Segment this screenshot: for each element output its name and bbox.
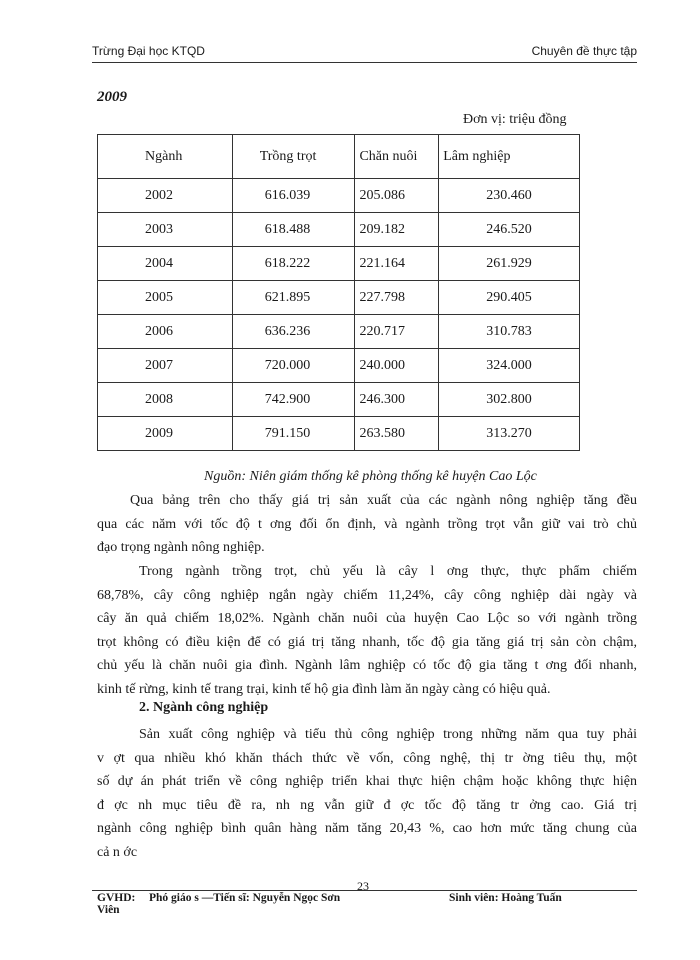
text-line: qua các năm với tốc độ t ơng đối ổn định, và ngành trồng trọt vẫn giữ vai trò chủ — [97, 516, 637, 532]
text-line: đ ợc nh mục tiêu đề ra, nh ng vẫn giữ đ ợc tốc độ tăng tr ởng cao. Giá trị — [97, 797, 637, 813]
table-cell: 290.405 — [439, 281, 580, 315]
table-cell: 246.520 — [439, 213, 580, 247]
table-cell: 227.798 — [355, 281, 439, 315]
section-heading: 2. Ngành công nghiệp — [139, 700, 269, 715]
text-line: cả n ớc — [97, 844, 138, 860]
table-cell: 220.717 — [355, 315, 439, 349]
table-cell: 616.039 — [232, 179, 355, 213]
text-line: 68,78%, cây công nghiệp ngắn ngày chiếm 11,24%, cây công nghiệp dài ngày và — [97, 587, 637, 603]
table-cell: 209.182 — [355, 213, 439, 247]
production-table — [97, 134, 580, 451]
table-row — [98, 213, 580, 247]
text-line: v ợt qua nhiều khó khăn thách thức về vốn, công nghệ, thị tr ờng tiêu thụ, một — [97, 750, 637, 766]
header-school: Trừng Đại học KTQD — [92, 44, 205, 58]
year-heading: 2009 — [97, 89, 127, 105]
table-cell: 618.488 — [232, 213, 355, 247]
column-header: Ngành — [98, 135, 233, 179]
text-line: kinh tế rừng, kinh tế trang trại, kinh tế hộ gia đình làm ăn ngày càng có hiệu quả. — [97, 681, 551, 697]
table-cell: 2004 — [98, 247, 233, 281]
table-cell: 221.164 — [355, 247, 439, 281]
table-row — [98, 349, 580, 383]
column-header: Lâm nghiệp — [439, 135, 580, 179]
table-cell: 2009 — [98, 417, 233, 451]
text-line: số dự án phát triển về công nghiệp triển khai thực hiện chậm hoặc không thực hiện — [97, 774, 637, 789]
text-line: Sản xuất công nghiệp và tiểu thủ công nghiệp trong những năm qua tuy phải — [139, 727, 637, 742]
table-cell: 263.580 — [355, 417, 439, 451]
table-cell: 742.900 — [232, 383, 355, 417]
table-row — [98, 315, 580, 349]
table-cell: 791.150 — [232, 417, 355, 451]
header-report-type: Chuyên đề thực tập — [531, 44, 637, 58]
unit-label: Đơn vị: triệu đồng — [463, 112, 567, 127]
table-cell: 2005 — [98, 281, 233, 315]
footer-vien: Viên — [97, 904, 120, 916]
table-source: Nguồn: Niên giám thống kê phòng thống kê huyện Cao Lộc — [204, 469, 537, 484]
table-header-row — [98, 135, 580, 179]
table-cell: 313.270 — [439, 417, 580, 451]
column-header: Chăn nuôi — [355, 135, 439, 179]
table-cell: 246.300 — [355, 383, 439, 417]
table-cell: 720.000 — [232, 349, 355, 383]
table-cell: 310.783 — [439, 315, 580, 349]
table-cell: 261.929 — [439, 247, 580, 281]
table-cell: 618.222 — [232, 247, 355, 281]
text-line: Qua bảng trên cho thấy giá trị sản xuất của các ngành nông nghiệp tăng đều — [130, 493, 637, 508]
header-divider — [92, 62, 637, 63]
column-header: Trồng trọt — [232, 135, 355, 179]
table-row — [98, 247, 580, 281]
paragraph-summary — [97, 489, 637, 560]
text-line: đạo trọng ngành nông nghiệp. — [97, 540, 265, 555]
table-cell: 2007 — [98, 349, 233, 383]
text-line: Trong ngành trồng trọt, chủ yếu là cây l ơng thực, thực phẩm chiếm — [139, 564, 637, 579]
table-cell: 636.236 — [232, 315, 355, 349]
footer-divider — [92, 890, 637, 891]
table-cell: 205.086 — [355, 179, 439, 213]
footer-advisor: Phó giáo s —Tiến sĩ: Nguyễn Ngọc Sơn — [149, 892, 341, 904]
footer-gvhd-label: GVHD: — [97, 892, 136, 904]
table-row — [98, 383, 580, 417]
table-cell: 240.000 — [355, 349, 439, 383]
paragraph-crops — [97, 560, 637, 701]
page-number: 23 — [357, 879, 369, 893]
table-row — [98, 417, 580, 451]
table-cell: 2003 — [98, 213, 233, 247]
table-cell: 302.800 — [439, 383, 580, 417]
footer-student: Sinh viên: Hoàng Tuấn — [449, 892, 562, 904]
table-cell: 230.460 — [439, 179, 580, 213]
text-line: trọt không có điều kiện để có giá trị tăng nhanh, tốc độ gia tăng giá trị sản còn chậm, — [97, 634, 637, 650]
table-row — [98, 281, 580, 315]
table-cell: 2002 — [98, 179, 233, 213]
table-cell: 2008 — [98, 383, 233, 417]
text-line: chủ yếu là chăn nuôi gia đình. Ngành lâm nghiệp có tốc độ gia tăng t ơng đối nhanh, — [97, 658, 637, 673]
text-line: cây ăn quả chiếm 18,02%. Ngành chăn nuôi của huyện Cao Lộc so với ngành trồng — [97, 611, 637, 626]
table-cell: 2006 — [98, 315, 233, 349]
paragraph-industry — [97, 723, 637, 864]
table-cell: 324.000 — [439, 349, 580, 383]
table-row — [98, 179, 580, 213]
text-line: ngành công nghiệp bình quân hàng năm tăng 20,43 %, cao hơn mức tăng chung của — [97, 821, 637, 836]
page-header — [92, 44, 637, 64]
table-cell: 621.895 — [232, 281, 355, 315]
